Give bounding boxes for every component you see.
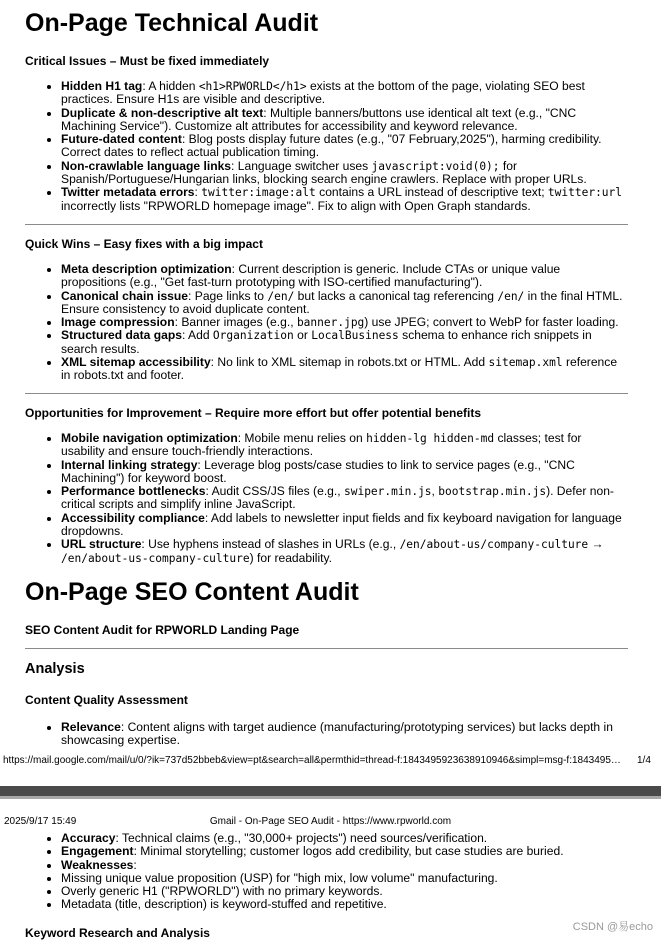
list-item: • Image compression: Banner images (e.g., banner.jpg) use JPEG; convert to WebP for faster loading. xyxy=(61,316,628,329)
list-item: • Metadata (title, description) is keyword-stuffed and repetitive. xyxy=(61,898,628,911)
list-item: • URL structure: Use hyphens instead of slashes in URLs (e.g., /en/about-us/company-culture → /en/about-us-company-culture) for readability. xyxy=(61,538,628,565)
list-item: • Canonical chain issue: Page links to /en/ but lacks a canonical tag referencing /en/ in the final HTML. Ensure consistency to avoid duplicate content. xyxy=(61,290,628,317)
list-item: • Performance bottlenecks: Audit CSS/JS files (e.g., swiper.min.js, bootstrap.min.js). Defer non-critical scripts and simplify inline JavaScript. xyxy=(61,485,628,512)
content-quality-heading: Content Quality Assessment xyxy=(25,693,188,707)
page-break-bar xyxy=(0,786,661,796)
list-item: • Mobile navigation optimization: Mobile menu relies on hidden-lg hidden-md classes; test for usability and ensure touch-friendly interactions. xyxy=(61,432,628,459)
opportunities-heading: Opportunities for Improvement – Require more effort but offer potential benefits xyxy=(25,406,482,420)
technical-audit-title: On-Page Technical Audit xyxy=(25,9,319,37)
list-item: • Overly generic H1 ("RPWORLD") with no primary keywords. xyxy=(61,885,628,898)
list-item: • Twitter metadata errors: twitter:image:alt contains a URL instead of descriptive text; twitter:url incorrectly lists "RPWORLD homepage image". Fix to align with Open Graph standards. xyxy=(61,186,628,213)
content-quality-list xyxy=(25,721,628,748)
csdn-watermark: CSDN @易echo xyxy=(572,921,653,933)
section-divider xyxy=(25,648,628,649)
header-title: Gmail - On-Page SEO Audit - https://www.rpworld.com xyxy=(209,816,452,827)
list-item: • Weaknesses: xyxy=(61,859,628,872)
list-item: • Future-dated content: Blog posts display future dates (e.g., "07 February,2025"), harming credibility. Correct dates to reflect actual publication timing. xyxy=(61,133,628,160)
list-item: • Duplicate & non-descriptive alt text: Multiple banners/buttons use identical alt text (e.g., "CNC Machining Service"). Customize alt attributes for accessibility and keyword relevance. xyxy=(61,107,628,134)
quick-wins-heading: Quick Wins – Easy fixes with a big impact xyxy=(25,237,263,251)
list-item: • Structured data gaps: Add Organization or LocalBusiness schema to enhance rich snippets in search results. xyxy=(61,329,628,356)
analysis-heading: Analysis xyxy=(25,661,85,677)
list-item: • Accuracy: Technical claims (e.g., "30,000+ projects") need sources/verification. xyxy=(61,832,628,845)
footer-page-number: 1/4 xyxy=(637,755,651,766)
seo-content-audit-subtitle: SEO Content Audit for RPWORLD Landing Page xyxy=(25,623,300,637)
list-item: • Accessibility compliance: Add labels to newsletter input fields and fix keyboard navigation for language dropdowns. xyxy=(61,512,628,539)
section-divider xyxy=(25,224,628,225)
header-date: 2025/9/17 15:49 xyxy=(4,816,77,827)
print-header xyxy=(0,816,661,830)
list-item: • XML sitemap accessibility: No link to XML sitemap in robots.txt or HTML. Add sitemap.xml reference in robots.txt and footer. xyxy=(61,356,628,383)
list-item: • Internal linking strategy: Leverage blog posts/case studies to link to service pages (e.g., "CNC Machining") for keyword boost. xyxy=(61,459,628,486)
critical-issues-heading: Critical Issues – Must be fixed immediately xyxy=(25,54,270,68)
seo-content-audit-title: On-Page SEO Content Audit xyxy=(25,578,359,606)
footer-url: https://mail.google.com/mail/u/0/?ik=737d52bbeb&view=pt&search=all&permthid=thread-f:1843495923638910946&simpl=msg-f:1843495… xyxy=(3,755,621,766)
page-break-shadow xyxy=(0,796,661,799)
keyword-research-heading: Keyword Research and Analysis xyxy=(25,926,210,940)
list-item: • Relevance: Content aligns with target audience (manufacturing/prototyping services) but lacks depth in showcasing expertise. xyxy=(61,721,628,748)
list-item: • Missing unique value proposition (USP) for "high mix, low volume" manufacturing. xyxy=(61,872,628,885)
list-item: • Meta description optimization: Current description is generic. Include CTAs or unique value propositions (e.g., "Get fast-turn prototyping with ISO-certified manufacturing"). xyxy=(61,263,628,290)
opportunities-list xyxy=(25,432,628,565)
section-divider xyxy=(25,393,628,394)
list-item: • Hidden H1 tag: A hidden <h1>RPWORLD</h1> exists at the bottom of the page, violating SEO best practices. Ensure H1s are visible and descriptive. xyxy=(61,80,628,107)
list-item: • Non-crawlable language links: Language switcher uses javascript:void(0); for Spanish/Portuguese/Hungarian links, blocking search engine crawlers. Replace with proper URLs. xyxy=(61,160,628,187)
content-quality-list-continued xyxy=(25,832,628,912)
critical-issues-list xyxy=(25,80,628,213)
quick-wins-list xyxy=(25,263,628,383)
list-item: • Engagement: Minimal storytelling; customer logos add credibility, but case studies are buried. xyxy=(61,845,628,858)
print-footer xyxy=(0,755,661,769)
